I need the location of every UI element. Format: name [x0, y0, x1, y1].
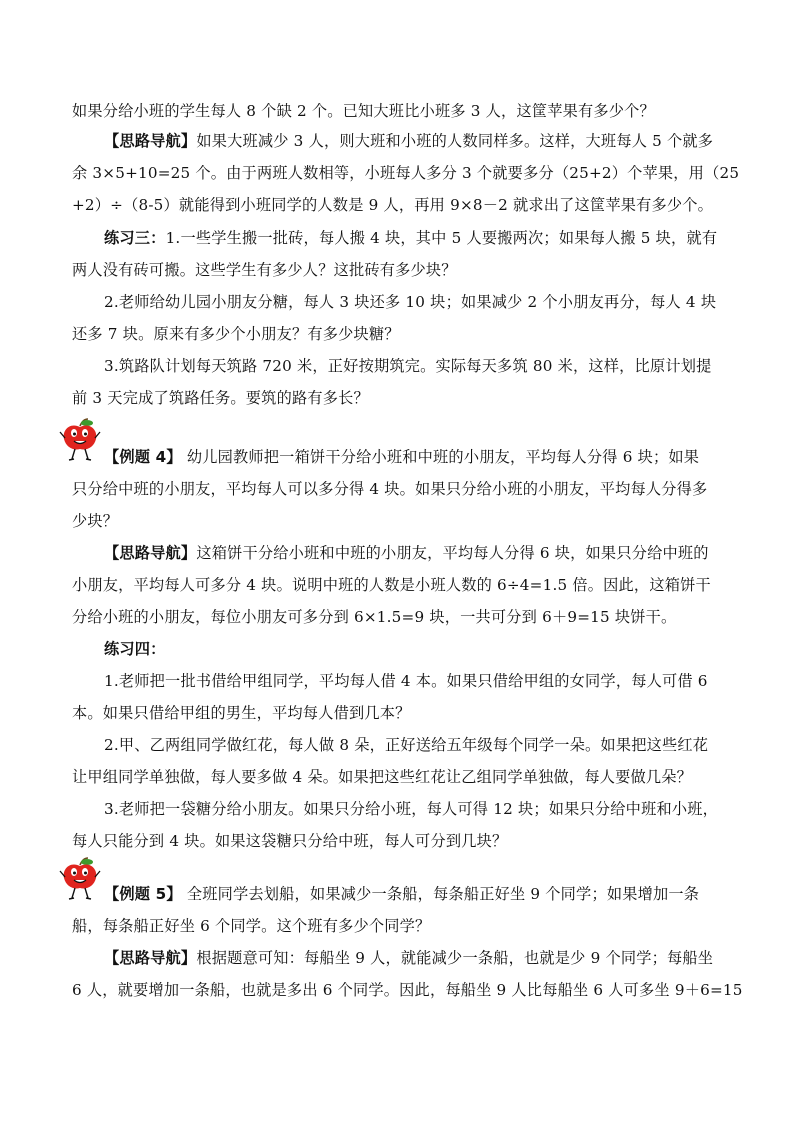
section-tag: 【例题 4】	[104, 448, 182, 466]
section-tag: 【例题 5】	[104, 885, 182, 903]
text-line	[104, 639, 732, 659]
text-line: 【思路导航】这箱饼干分给小班和中班的小朋友，平均每人分得 6 块，如果只分给中班的	[104, 544, 709, 562]
text-line: 3.筑路队计划每天筑路 720 米，正好按期筑完。实际每天多筑 80 米，这样，比原计划提	[104, 357, 712, 375]
text-line: 3.老师把一袋糖分给小朋友。如果只分给小班，每人可得 12 块；如果只分给中班和小班，	[104, 800, 719, 818]
text-line: 练习三：1.一些学生搬一批砖，每人搬 4 块，其中 5 人要搬两次；如果每人搬 5 块，就有	[104, 229, 718, 247]
text-line: 本。如果只借给甲组的男生，平均每人借到几本？	[72, 704, 411, 722]
section-tag: 【思路导航】	[104, 544, 197, 562]
text-line: 6 人，就要增加一条船，也就是多出 6 个同学。因此，每船坐 9 人比每船坐 6 人可多坐 9＋6=15	[72, 981, 743, 999]
apple-mascot-icon	[58, 418, 102, 462]
text-line: 【例题 4】 幼儿园教师把一箱饼干分给小班和中班的小朋友，平均每人分得 6 块；如果	[104, 448, 700, 466]
section-tag: 【思路导航】	[104, 132, 197, 150]
text-line: 两人没有砖可搬。这些学生有多少人？这批砖有多少块？	[72, 261, 457, 279]
text-line: 船，每条船正好坐 6 个同学。这个班有多少个同学？	[72, 917, 431, 935]
text-line: 2.甲、乙两组同学做红花，每人做 8 朵，正好送给五年级每个同学一朵。如果把这些红花	[104, 736, 709, 754]
section-tag: 练习三：	[104, 229, 166, 247]
text-line: 前 3 天完成了筑路任务。要筑的路有多长？	[72, 389, 369, 407]
text-line: 让甲组同学单独做，每人要多做 4 朵。如果把这些红花让乙组同学单独做，每人要做几朵？	[72, 768, 693, 786]
text-line: 还多 7 块。原来有多少个小朋友？有多少块糖？	[72, 325, 400, 343]
text-line: 2.老师给幼儿园小朋友分糖，每人 3 块还多 10 块；如果减少 2 个小朋友再分，每人 4 块	[104, 293, 717, 311]
text-line: 【例题 5】 全班同学去划船，如果减少一条船，每条船正好坐 9 个同学；如果增加一条	[104, 885, 700, 903]
text-line: 如果分给小班的学生每人 8 个缺 2 个。已知大班比小班多 3 人，这筐苹果有多少个？	[72, 102, 655, 120]
text-line: 每人只能分到 4 块。如果这袋糖只分给中班，每人可分到几块？	[72, 832, 508, 850]
text-line: 【思路导航】根据题意可知：每船坐 9 人，就能减少一条船，也就是少 9 个同学；每船坐	[104, 949, 714, 967]
section-tag: 【思路导航】	[104, 949, 197, 967]
text-line: 小朋友，平均每人可多分 4 块。说明中班的人数是小班人数的 6÷4=1.5 倍。因此，这箱饼干	[72, 576, 711, 594]
text-line: 只分给中班的小朋友，平均每人可以多分得 4 块。如果只分给小班的小朋友，平均每人分得多	[72, 480, 708, 498]
apple-mascot-icon	[58, 857, 102, 901]
text-line: 余 3×5+10=25 个。由于两班人数相等，小班每人多分 3 个就要多分（25+2）个苹果，用（25	[72, 164, 740, 182]
text-line: 分给小班的小朋友，每位小朋友可多分到 6×1.5=9 块，一共可分到 6＋9=15 块饼干。	[72, 608, 677, 626]
text-line: 少块？	[72, 512, 119, 530]
text-line: 1.老师把一批书借给甲组同学，平均每人借 4 本。如果只借给甲组的女同学，每人可借 6	[104, 672, 708, 690]
text-line: +2）÷（8-5）就能得到小班同学的人数是 9 人，再用 9×8－2 就求出了这筐苹果有多少个。	[72, 196, 714, 214]
text-line: 【思路导航】如果大班减少 3 人，则大班和小班的人数同样多。这样，大班每人 5 个就多	[104, 132, 714, 150]
section-tag: 练习四：	[104, 640, 166, 658]
